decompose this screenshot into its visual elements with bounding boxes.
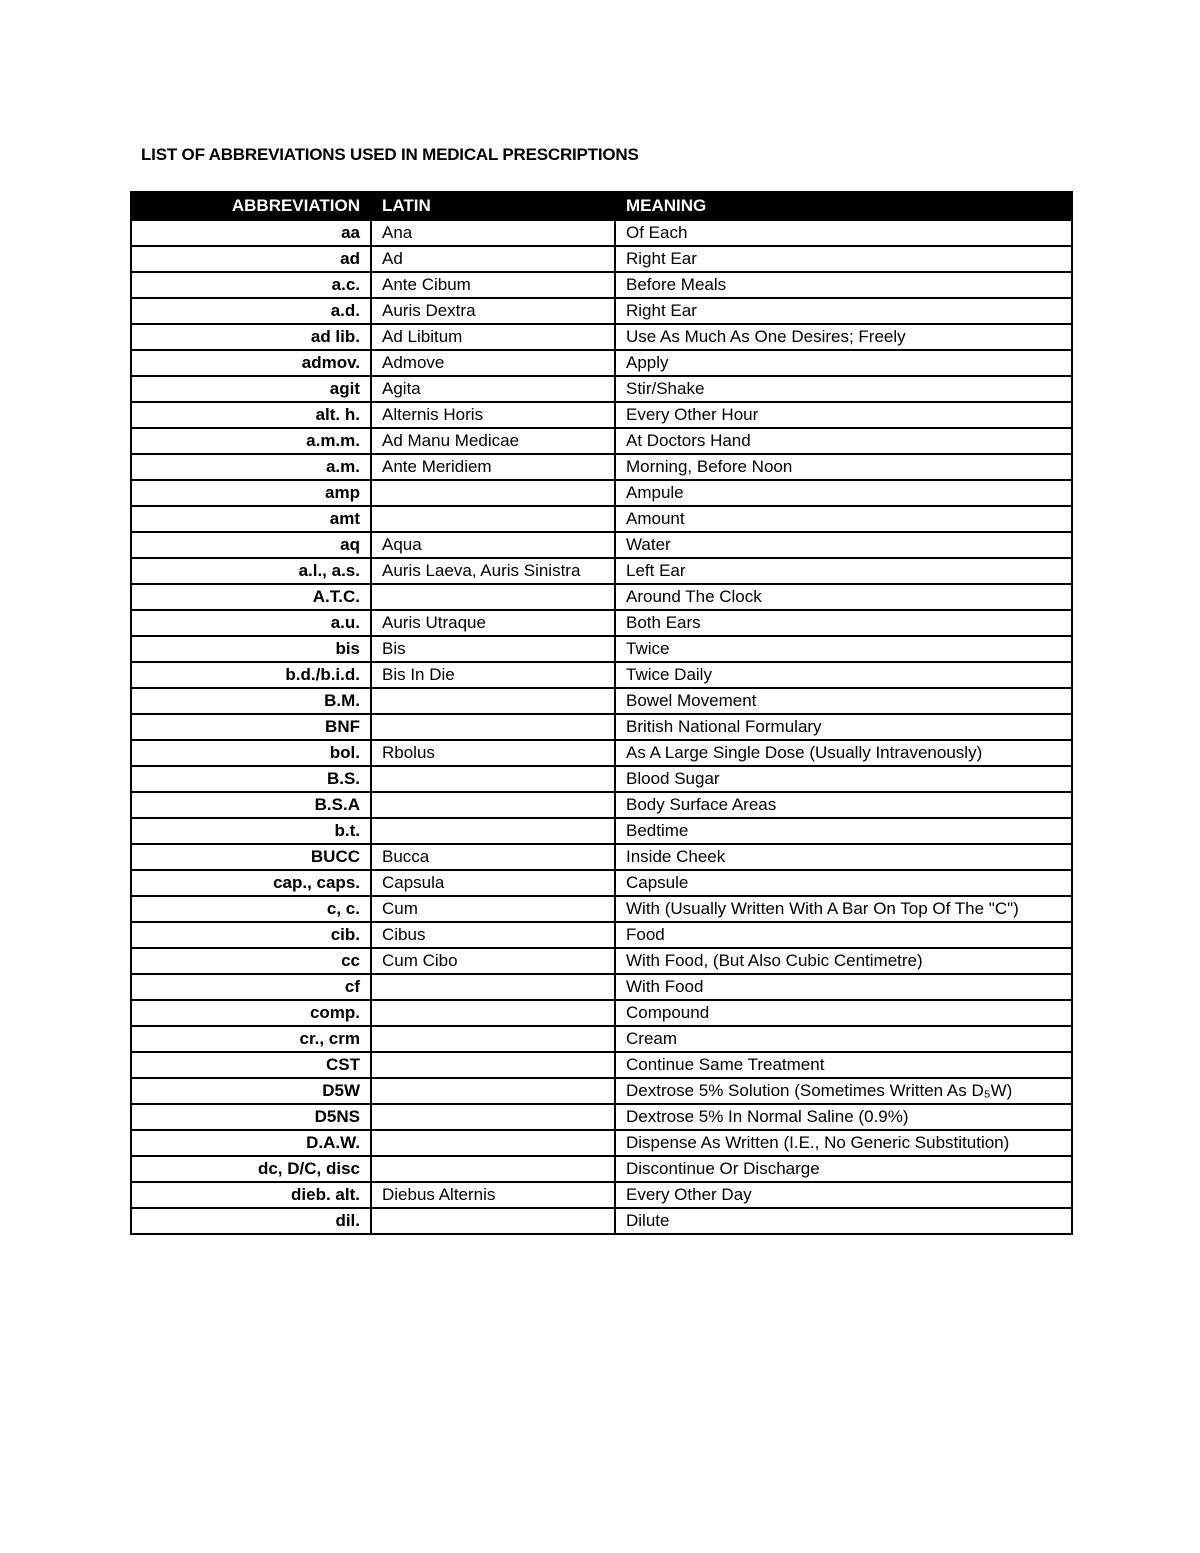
- meaning-cell: British National Formulary: [615, 714, 1072, 740]
- abbreviation-cell: a.m.m.: [131, 428, 371, 454]
- meaning-cell: With Food: [615, 974, 1072, 1000]
- table-row: [131, 220, 1072, 246]
- abbreviation-cell: A.T.C.: [131, 584, 371, 610]
- latin-cell: [371, 766, 615, 792]
- abbreviation-cell: b.t.: [131, 818, 371, 844]
- table-row: [131, 454, 1072, 480]
- latin-cell: Bis: [371, 636, 615, 662]
- table-row: [131, 506, 1072, 532]
- latin-cell: Cum Cibo: [371, 948, 615, 974]
- meaning-cell: Dextrose 5% Solution (Sometimes Written As D₅W): [615, 1078, 1072, 1104]
- latin-cell: Auris Utraque: [371, 610, 615, 636]
- meaning-cell: Dextrose 5% In Normal Saline (0.9%): [615, 1104, 1072, 1130]
- meaning-cell: Discontinue Or Discharge: [615, 1156, 1072, 1182]
- meaning-cell: Amount: [615, 506, 1072, 532]
- abbreviation-cell: c, c.: [131, 896, 371, 922]
- latin-cell: Ante Cibum: [371, 272, 615, 298]
- abbreviation-cell: dil.: [131, 1208, 371, 1234]
- abbreviation-cell: D.A.W.: [131, 1130, 371, 1156]
- column-header-meaning: MEANING: [615, 192, 1072, 220]
- meaning-cell: Stir/Shake: [615, 376, 1072, 402]
- abbreviation-cell: ad lib.: [131, 324, 371, 350]
- latin-cell: Cibus: [371, 922, 615, 948]
- latin-cell: [371, 792, 615, 818]
- abbreviation-cell: D5NS: [131, 1104, 371, 1130]
- latin-cell: Admove: [371, 350, 615, 376]
- latin-cell: Auris Dextra: [371, 298, 615, 324]
- meaning-cell: Food: [615, 922, 1072, 948]
- abbreviation-cell: cib.: [131, 922, 371, 948]
- meaning-cell: Morning, Before Noon: [615, 454, 1072, 480]
- meaning-cell: Use As Much As One Desires; Freely: [615, 324, 1072, 350]
- latin-cell: [371, 1130, 615, 1156]
- abbreviation-cell: bis: [131, 636, 371, 662]
- abbreviation-cell: B.S.: [131, 766, 371, 792]
- table-row: [131, 948, 1072, 974]
- latin-cell: [371, 974, 615, 1000]
- latin-cell: [371, 714, 615, 740]
- table-row: [131, 844, 1072, 870]
- table-row: [131, 896, 1072, 922]
- table-row: [131, 1208, 1072, 1234]
- meaning-cell: Compound: [615, 1000, 1072, 1026]
- abbreviation-cell: CST: [131, 1052, 371, 1078]
- abbreviation-cell: amp: [131, 480, 371, 506]
- table-row: [131, 1156, 1072, 1182]
- abbreviation-cell: cr., crm: [131, 1026, 371, 1052]
- table-row: [131, 558, 1072, 584]
- meaning-cell: Twice Daily: [615, 662, 1072, 688]
- table-header: [131, 192, 1072, 220]
- latin-cell: [371, 480, 615, 506]
- latin-cell: Ante Meridiem: [371, 454, 615, 480]
- latin-cell: Ana: [371, 220, 615, 246]
- table-row: [131, 402, 1072, 428]
- meaning-cell: Capsule: [615, 870, 1072, 896]
- meaning-cell: Right Ear: [615, 246, 1072, 272]
- table-row: [131, 272, 1072, 298]
- latin-cell: [371, 688, 615, 714]
- table-row: [131, 350, 1072, 376]
- table-row: [131, 610, 1072, 636]
- abbreviation-cell: alt. h.: [131, 402, 371, 428]
- table-row: [131, 480, 1072, 506]
- table-row: [131, 246, 1072, 272]
- meaning-cell: Every Other Hour: [615, 402, 1072, 428]
- table-row: [131, 1104, 1072, 1130]
- column-header-abbreviation: ABBREVIATION: [131, 192, 371, 220]
- table-row: [131, 818, 1072, 844]
- table-row: [131, 1026, 1072, 1052]
- abbreviation-cell: b.d./b.i.d.: [131, 662, 371, 688]
- table-row: [131, 688, 1072, 714]
- meaning-cell: Both Ears: [615, 610, 1072, 636]
- abbreviation-cell: BNF: [131, 714, 371, 740]
- table-row: [131, 584, 1072, 610]
- table-row: [131, 532, 1072, 558]
- abbreviation-cell: aa: [131, 220, 371, 246]
- abbreviation-cell: ad: [131, 246, 371, 272]
- abbreviation-cell: bol.: [131, 740, 371, 766]
- meaning-cell: Apply: [615, 350, 1072, 376]
- table-row: [131, 740, 1072, 766]
- table-row: [131, 636, 1072, 662]
- abbreviation-cell: B.M.: [131, 688, 371, 714]
- table-body: [131, 220, 1072, 1234]
- meaning-cell: Water: [615, 532, 1072, 558]
- latin-cell: [371, 818, 615, 844]
- meaning-cell: Ampule: [615, 480, 1072, 506]
- table-row: [131, 376, 1072, 402]
- latin-cell: Rbolus: [371, 740, 615, 766]
- abbreviation-cell: a.l., a.s.: [131, 558, 371, 584]
- latin-cell: [371, 1000, 615, 1026]
- table-row: [131, 922, 1072, 948]
- meaning-cell: At Doctors Hand: [615, 428, 1072, 454]
- meaning-cell: Bowel Movement: [615, 688, 1072, 714]
- meaning-cell: Inside Cheek: [615, 844, 1072, 870]
- abbreviation-cell: a.u.: [131, 610, 371, 636]
- table-row: [131, 792, 1072, 818]
- latin-cell: Ad: [371, 246, 615, 272]
- latin-cell: Aqua: [371, 532, 615, 558]
- latin-cell: Alternis Horis: [371, 402, 615, 428]
- meaning-cell: Of Each: [615, 220, 1072, 246]
- table-row: [131, 766, 1072, 792]
- latin-cell: Cum: [371, 896, 615, 922]
- abbreviation-cell: cc: [131, 948, 371, 974]
- latin-cell: Diebus Alternis: [371, 1182, 615, 1208]
- table-row: [131, 974, 1072, 1000]
- abbreviation-cell: cap., caps.: [131, 870, 371, 896]
- abbreviation-cell: admov.: [131, 350, 371, 376]
- abbreviation-cell: a.c.: [131, 272, 371, 298]
- meaning-cell: Cream: [615, 1026, 1072, 1052]
- latin-cell: [371, 506, 615, 532]
- meaning-cell: Left Ear: [615, 558, 1072, 584]
- meaning-cell: Bedtime: [615, 818, 1072, 844]
- meaning-cell: Body Surface Areas: [615, 792, 1072, 818]
- table-row: [131, 298, 1072, 324]
- table-row: [131, 1052, 1072, 1078]
- latin-cell: [371, 584, 615, 610]
- meaning-cell: Before Meals: [615, 272, 1072, 298]
- abbreviation-cell: agit: [131, 376, 371, 402]
- meaning-cell: Blood Sugar: [615, 766, 1072, 792]
- abbreviation-cell: aq: [131, 532, 371, 558]
- table-row: [131, 428, 1072, 454]
- table-row: [131, 1130, 1072, 1156]
- abbreviation-cell: dieb. alt.: [131, 1182, 371, 1208]
- latin-cell: [371, 1104, 615, 1130]
- latin-cell: [371, 1208, 615, 1234]
- table-row: [131, 1000, 1072, 1026]
- meaning-cell: With Food, (But Also Cubic Centimetre): [615, 948, 1072, 974]
- page-title: LIST OF ABBREVIATIONS USED IN MEDICAL PRESCRIPTIONS: [141, 145, 639, 164]
- abbreviation-cell: amt: [131, 506, 371, 532]
- latin-cell: Bucca: [371, 844, 615, 870]
- abbreviation-cell: a.d.: [131, 298, 371, 324]
- abbreviation-cell: a.m.: [131, 454, 371, 480]
- meaning-cell: Every Other Day: [615, 1182, 1072, 1208]
- meaning-cell: Continue Same Treatment: [615, 1052, 1072, 1078]
- latin-cell: [371, 1052, 615, 1078]
- header-row: [131, 192, 1072, 220]
- latin-cell: Auris Laeva, Auris Sinistra: [371, 558, 615, 584]
- latin-cell: [371, 1156, 615, 1182]
- table-row: [131, 870, 1072, 896]
- table-row: [131, 324, 1072, 350]
- abbreviation-cell: D5W: [131, 1078, 371, 1104]
- table-row: [131, 1078, 1072, 1104]
- abbreviation-cell: dc, D/C, disc: [131, 1156, 371, 1182]
- abbreviation-cell: BUCC: [131, 844, 371, 870]
- abbreviation-cell: comp.: [131, 1000, 371, 1026]
- latin-cell: Agita: [371, 376, 615, 402]
- latin-cell: [371, 1026, 615, 1052]
- abbreviation-cell: B.S.A: [131, 792, 371, 818]
- latin-cell: Capsula: [371, 870, 615, 896]
- meaning-cell: With (Usually Written With A Bar On Top Of The "C"): [615, 896, 1072, 922]
- abbreviations-table: [130, 191, 1073, 1235]
- latin-cell: [371, 1078, 615, 1104]
- meaning-cell: Twice: [615, 636, 1072, 662]
- table-row: [131, 1182, 1072, 1208]
- latin-cell: Ad Libitum: [371, 324, 615, 350]
- latin-cell: Bis In Die: [371, 662, 615, 688]
- column-header-latin: LATIN: [371, 192, 615, 220]
- meaning-cell: As A Large Single Dose (Usually Intravenously): [615, 740, 1072, 766]
- table-row: [131, 714, 1072, 740]
- abbreviation-cell: cf: [131, 974, 371, 1000]
- table-row: [131, 662, 1072, 688]
- meaning-cell: Dilute: [615, 1208, 1072, 1234]
- meaning-cell: Right Ear: [615, 298, 1072, 324]
- meaning-cell: Dispense As Written (I.E., No Generic Substitution): [615, 1130, 1072, 1156]
- meaning-cell: Around The Clock: [615, 584, 1072, 610]
- latin-cell: Ad Manu Medicae: [371, 428, 615, 454]
